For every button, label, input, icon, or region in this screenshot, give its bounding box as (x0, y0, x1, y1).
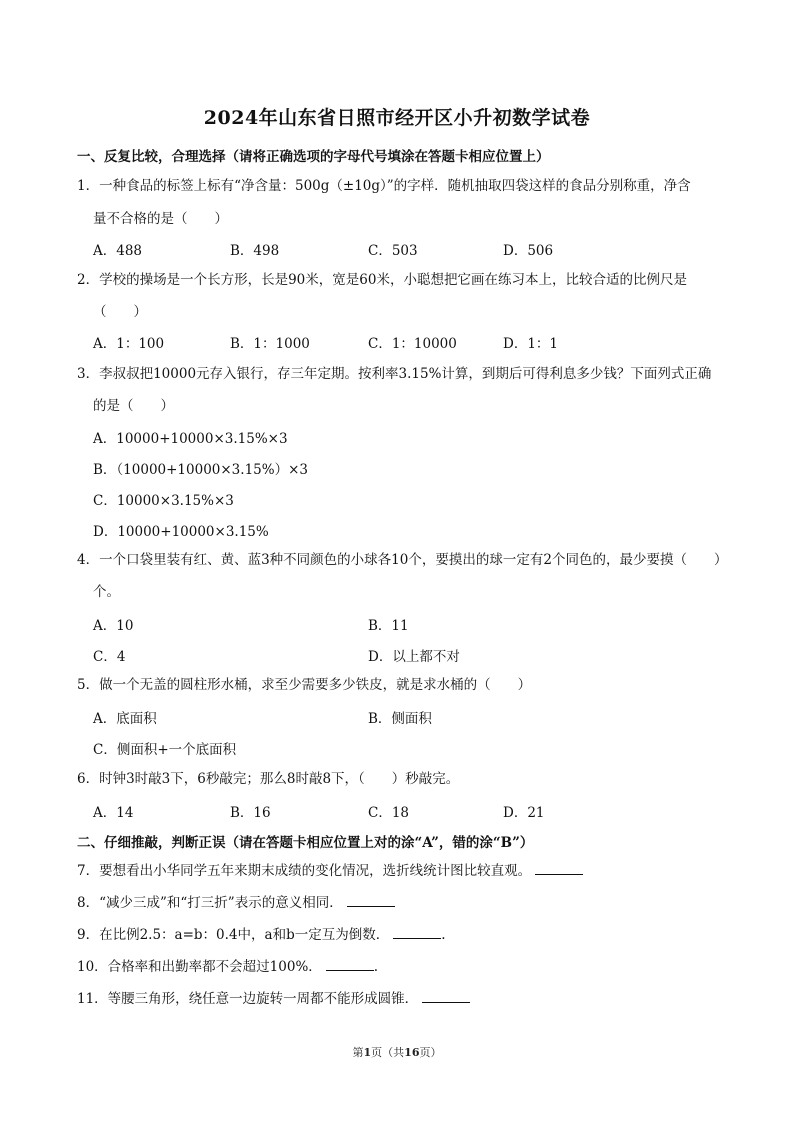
question-2-option-c: C．1：10000 (368, 336, 457, 352)
question-4-text-cont: 个。 (93, 584, 120, 600)
question-10-end: . (373, 959, 379, 975)
question-2-option-a: A．1：100 (93, 336, 165, 352)
answer-blank (393, 925, 441, 939)
question-9 (77, 921, 722, 949)
answer-blank (347, 893, 395, 907)
question-4-option-b: B．11 (368, 618, 409, 634)
section-2-heading: 二、仔细推敲，判断正误（请在答题卡相应位置上对的涂“A”，错的涂“B”） (77, 835, 534, 851)
question-10-text: 10．合格率和出勤率都不会超过100%． (77, 959, 322, 975)
question-2-option-d: D．1：1 (503, 336, 559, 352)
question-8-text: 8．“减少三成”和“打三折”表示的意义相同． (77, 895, 343, 911)
question-3-text: 3．李叔叔把10000元存入银行，存三年定期。按利率3.15%计算，到期后可得利息多少钱？下面列式正确 (77, 366, 712, 382)
footer-total-pages: 16 (404, 1046, 420, 1059)
footer-suffix: 页） (419, 1046, 442, 1059)
question-2-option-b: B．1：1000 (230, 336, 310, 352)
question-6-text: 6．时钟3时敲3下，6秒敲完；那么8时敲8下，（ ）秒敲完。 (77, 771, 460, 787)
question-4-option-d: D．以上都不对 (368, 649, 460, 665)
question-1-option-b: B．498 (230, 243, 280, 259)
question-8 (77, 889, 722, 917)
question-4-text: 4．一个口袋里装有红、黄、蓝3种不同颜色的小球各10个，要摸出的球一定有2个同色的，最少要摸（ ） (77, 552, 728, 568)
answer-blank (422, 989, 470, 1003)
page-footer (0, 1044, 794, 1060)
question-7-text: 7．要想看出小华同学五年来期末成绩的变化情况，选折线统计图比较直观。 (77, 863, 532, 879)
question-1-text-cont: 量不合格的是（ ） (93, 211, 228, 227)
question-6-option-a: A．14 (93, 805, 134, 821)
question-3-text-cont: 的是（ ） (93, 398, 174, 414)
page-title: 2024年山东省日照市经开区小升初数学试卷 (203, 107, 591, 129)
question-4-option-c: C．4 (93, 649, 126, 665)
answer-blank (535, 861, 583, 875)
question-10 (77, 953, 722, 981)
question-5-text: 5．做一个无盖的圆柱形水桶，求至少需要多少铁皮，就是求水桶的（ ） (77, 677, 532, 693)
question-1-option-d: D．506 (503, 243, 554, 259)
question-11-text: 11．等腰三角形，绕任意一边旋转一周都不能形成圆锥． (77, 991, 419, 1007)
question-5-option-a: A．底面积 (93, 711, 157, 727)
footer-prefix: 第 (352, 1046, 364, 1059)
section-1-heading: 一、反复比较，合理选择（请将正确选项的字母代号填涂在答题卡相应位置上） (77, 149, 550, 165)
question-3-option-b: B．（10000+10000×3.15%）×3 (93, 462, 308, 478)
question-2-text-cont: （ ） (93, 304, 147, 320)
question-6-option-d: D．21 (503, 805, 545, 821)
question-2-text: 2．学校的操场是一个长方形，长是90米，宽是60米，小聪想把它画在练习本上，比较合适的比例尺是 (77, 272, 687, 288)
question-3-option-c: C．10000×3.15%×3 (93, 493, 234, 509)
question-4-option-a: A．10 (93, 618, 134, 634)
question-5-option-c: C．侧面积+一个底面积 (93, 742, 237, 758)
question-3-option-d: D．10000+10000×3.15% (93, 524, 269, 540)
question-11 (77, 985, 722, 1013)
question-6-option-b: B．16 (230, 805, 271, 821)
question-1-option-c: C．503 (368, 243, 418, 259)
question-3-option-a: A．10000+10000×3.15%×3 (93, 431, 288, 447)
question-6-option-c: C．18 (368, 805, 410, 821)
footer-mid: 页（共 (371, 1046, 405, 1059)
question-1-option-a: A．488 (93, 243, 143, 259)
question-7 (77, 857, 722, 885)
question-5-option-b: B．侧面积 (368, 711, 432, 727)
question-1-text: 1．一种食品的标签上标有“净含量：500g（±10g）”的字样．随机抽取四袋这样的食品分别称重，净含 (77, 178, 691, 194)
answer-blank (326, 957, 374, 971)
question-9-text: 9．在比例2.5：a=b：0.4中，a和b一定互为倒数． (77, 927, 390, 943)
question-9-end: . (441, 927, 446, 943)
footer-page-number: 1 (363, 1046, 372, 1059)
